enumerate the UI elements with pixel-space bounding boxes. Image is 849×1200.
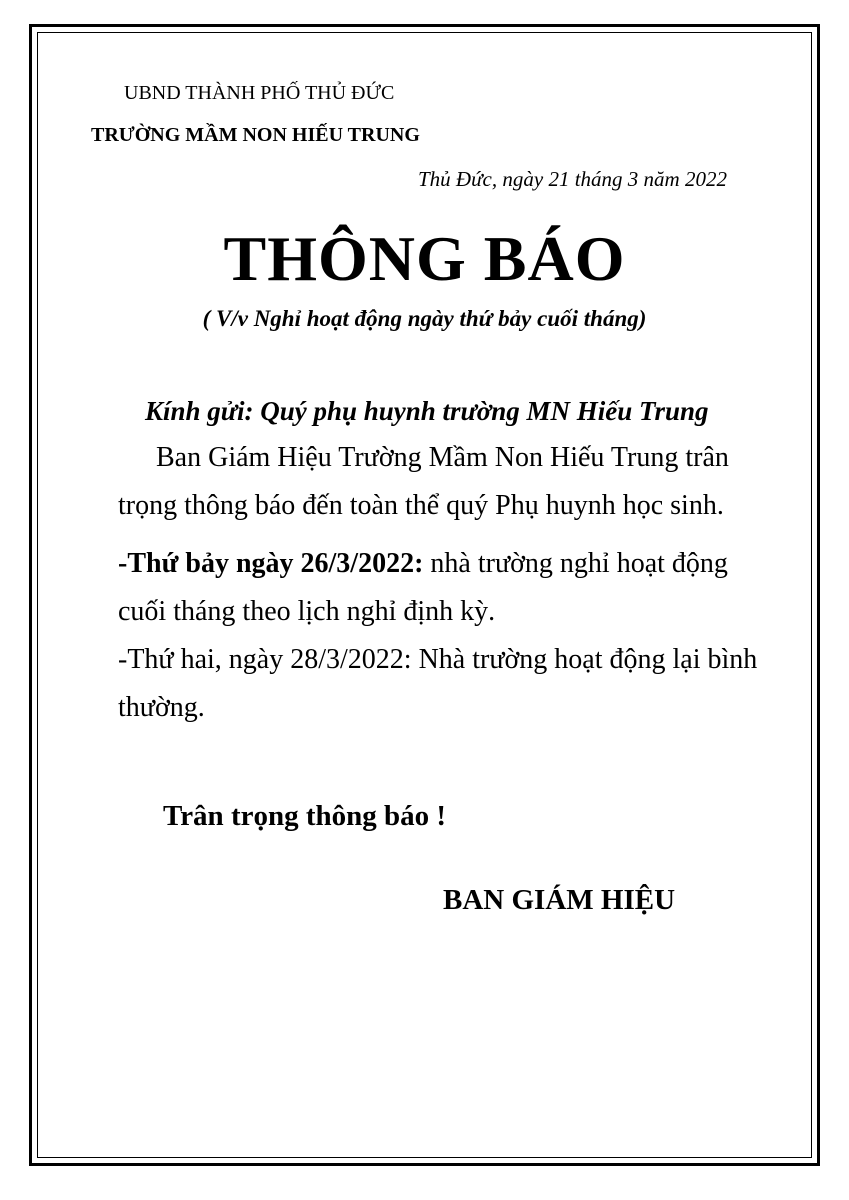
notice-title: THÔNG BÁO: [223, 223, 626, 294]
recipient-line: Kính gửi: Quý phụ huynh trường MN Hiếu Trung: [145, 396, 709, 426]
notice-item: -Thứ hai, ngày 28/3/2022: Nhà trường hoạt động lại bình thường.: [118, 644, 758, 723]
notice-body: [118, 434, 778, 732]
paragraph-gap: [118, 530, 778, 540]
intro-paragraph: Ban Giám Hiệu Trường Mầm Non Hiếu Trung trân trọng thông báo đến toàn thể quý Phụ huynh học sinh.: [118, 442, 729, 521]
notice-item-lead: -Thứ bảy ngày 26/3/2022:: [118, 548, 424, 579]
agency-name: UBND THÀNH PHỐ THỦ ĐỨC: [124, 82, 395, 104]
closing-line: Trân trọng thông báo !: [163, 800, 447, 832]
school-name: TRƯỜNG MẦM NON HIẾU TRUNG: [91, 124, 420, 146]
date-line: Thủ Đức, ngày 21 tháng 3 năm 2022: [418, 167, 727, 191]
notice-subject: ( V/v Nghỉ hoạt động ngày thứ bảy cuối tháng): [202, 306, 647, 331]
signature-block: BAN GIÁM HIỆU: [443, 884, 676, 916]
notice-item: [118, 540, 778, 636]
notice-item-text: nhà trường nghỉ hoạt động cuối tháng theo lịch nghỉ định kỳ.: [118, 548, 728, 627]
